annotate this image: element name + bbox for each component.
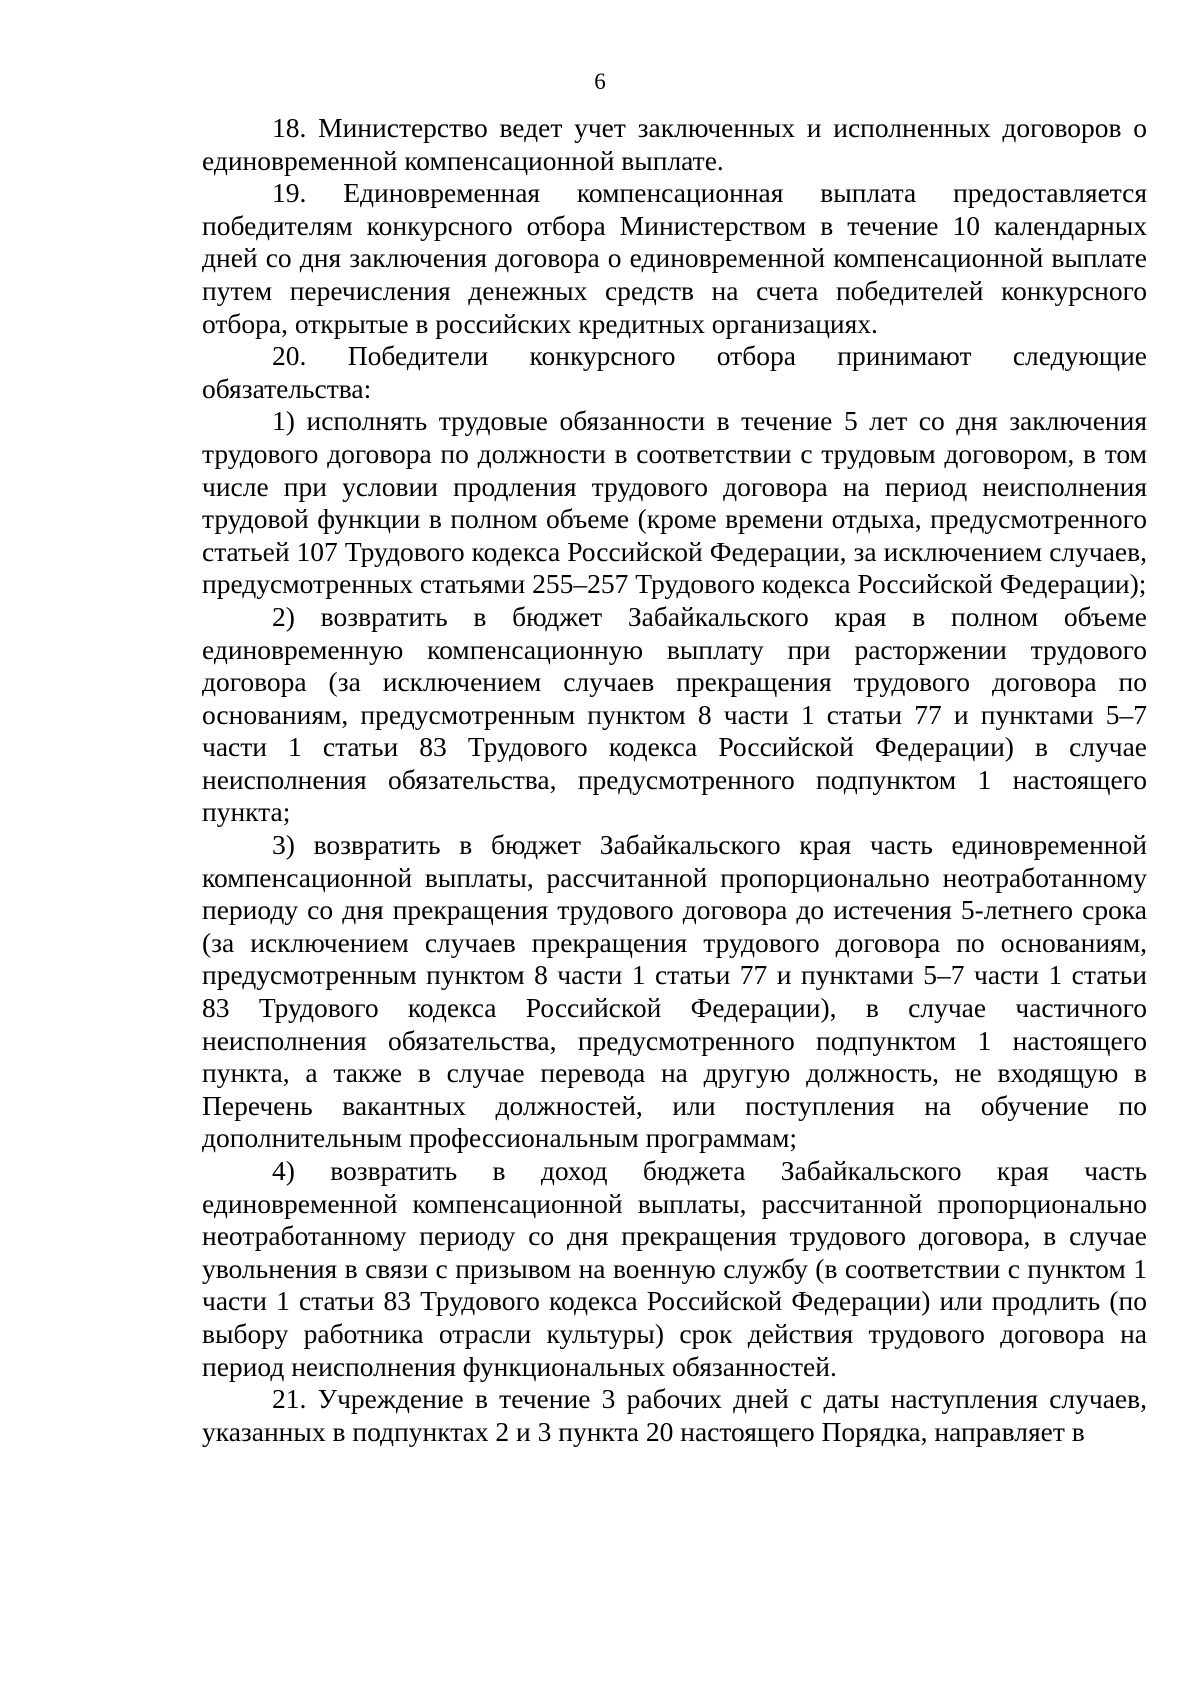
subparagraph-20-1: 1) исполнять трудовые обязанности в течение 5 лет со дня заключения трудового договора по должности в соответствии с трудовым договором, в том числе при условии продления трудового договора на период неисполнения трудовой функции в полном объеме (кроме времени отдыха, предусмотренного статьей 107 Трудового кодекса Российской Федерации, за исключением случаев, предусмотренных статьями 255–257 Трудового кодекса Российской Федерации); xyxy=(202,405,1147,600)
paragraph-21: 21. Учреждение в течение 3 рабочих дней с даты наступления случаев, указанных в подпунктах 2 и 3 пункта 20 настоящего Порядка, направляет в xyxy=(202,1383,1147,1447)
subparagraph-20-3: 3) возвратить в бюджет Забайкальского края часть единовременной компенсационной выплаты, рассчитанной пропорционально неотработанному периоду со дня прекращения трудового договора до истечения 5-летнего срока (за исключением случаев прекращения трудового договора по основаниям, предусмотренным пунктом 8 части 1 статьи 77 и пунктами 5–7 части 1 статьи 83 Трудового кодекса Российской Федерации), в случае частичного неисполнения обязательства, предусмотренного подпунктом 1 настоящего пункта, а также в случае перевода на другую должность, не входящую в Перечень вакантных должностей, или поступления на обучение по дополнительным профессиональным программам; xyxy=(202,829,1147,1154)
document-body xyxy=(202,112,1147,1448)
paragraph-19: 19. Единовременная компенсационная выплата предоставляется победителям конкурсного отбора Министерством в течение 10 календарных дней со дня заключения договора о единовременной компенсационной выплате путем перечисления денежных средств на счета победителей конкурсного отбора, открытые в российских кредитных организациях. xyxy=(202,177,1147,339)
subparagraph-20-2: 2) возвратить в бюджет Забайкальского края в полном объеме единовременную компенсационную выплату при расторжении трудового договора (за исключением случаев прекращения трудового договора по основаниям, предусмотренным пунктом 8 части 1 статьи 77 и пунктами 5–7 части 1 статьи 83 Трудового кодекса Российской Федерации) в случае неисполнения обязательства, предусмотренного подпунктом 1 настоящего пункта; xyxy=(202,600,1147,828)
paragraph-20: 20. Победители конкурсного отбора принимают следующие обязательства: xyxy=(202,340,1147,404)
page-number: 6 xyxy=(594,69,606,94)
subparagraph-20-4: 4) возвратить в доход бюджета Забайкальского края часть единовременной компенсационной выплаты, рассчитанной пропорционально неотработанному периоду со дня прекращения трудового договора, в случае увольнения в связи с призывом на военную службу (в соответствии с пунктом 1 части 1 статьи 83 Трудового кодекса Российской Федерации) или продлить (по выбору работника отрасли культуры) срок действия трудового договора на период неисполнения функциональных обязанностей. xyxy=(202,1155,1147,1382)
paragraph-18: 18. Министерство ведет учет заключенных и исполненных договоров о единовременной компенсационной выплате. xyxy=(202,112,1147,176)
